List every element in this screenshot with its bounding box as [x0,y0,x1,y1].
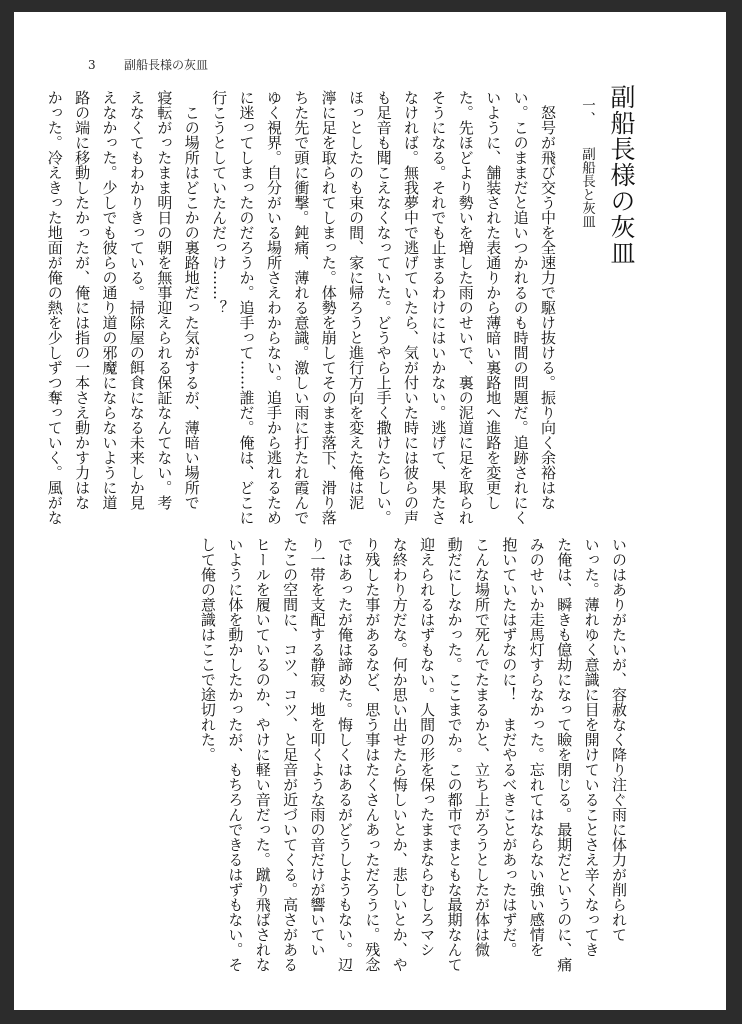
text-line: 寝転がったまま明日の朝を無事迎えられる保証なんてない。考 [155,90,174,510]
text-line: ほっとしたのも束の間、家に帰ろうと進行方向を変えた俺は泥 [347,90,366,510]
text-line: そうになる。それでも止まるわけにはいかない。逃げて、果たさ [429,90,448,525]
page-header [88,54,208,76]
text-line: 行こうとしていたんだっけ……？ [210,90,229,315]
story-title: 副船長様の灰皿 [607,84,636,266]
text-line: た俺は、瞬きも億劫になって瞼を閉じる。最期だというのに、痛 [555,537,574,972]
text-line: こんな場所で死んでたまるかと、立ち上がろうとしたが体は微 [472,537,491,957]
text-line: り一帯を支配する静寂。地を叩くような雨の音だけが響いてい [308,537,327,957]
running-title: 副船長様の灰皿 [124,58,209,72]
text-line: いった。薄れゆく意識に目を開けていることさえ辛くなってき [582,537,601,957]
text-line: いのはありがたいが、容赦なく降り注ぐ雨に体力が削られて [610,537,628,942]
text-line: 路の端に移動したかったが、俺には指の一本さえ動かす力はな [73,90,92,510]
text-line: た。先ほどより勢いを増した雨のせいで、裏の泥道に足を取られ [456,90,475,525]
text-line: えなかった。少しでも彼らの通り道の邪魔にならないように道 [100,90,119,510]
text-line: みのせいか走馬灯すらなかった。忘れてはならない強い感情を [527,537,546,957]
chapter-number: 一、 [579,98,595,125]
chapter-heading [578,98,596,228]
text-line: 動だにしなかった。ここまでか。この都市でまともな最期なんて [445,537,464,972]
text-line: な終わり方だな。何か思い出せたら悔しいとか、悲しいとか、や [390,537,409,972]
text-line: たこの空間に、コツ、コツ、と足音が近づいてくる。高さがある [281,537,300,972]
chapter-title: 副船長と灰皿 [579,147,595,228]
text-line: 迎えられるはずもない。人間の形を保ったままならむしろマシ [418,537,437,957]
text-line: に迷ってしまったのだろうか。追手って……誰だ。俺は、どこに [237,90,256,525]
text-line: い。このままだと追いつかれるのも時間の問題だ。追跡されにく [511,90,530,525]
body-text-lower [194,537,633,972]
text-line: いように、舗装された表通りから薄暗い裏路地へ進路を変更し [484,90,503,510]
text-line: かった。冷えきった地面が俺の熱を少しずつ奪っていく。風がな [45,90,64,525]
book-page [14,12,726,1010]
text-line: ゆく視界。自分がいる場所さえわからない。追手から逃れるため [264,90,283,525]
text-line: り残した事があるなど、思う事はたくさんあっただろうに。残念 [363,537,382,972]
text-line: 怒号が飛び交う中を全速力で駆け抜ける。振り向く余裕はな [539,90,557,510]
text-line: いように体を動かしたかったが、もちろんできるはずもない。そ [226,537,245,972]
text-line: ヒールを履いているのか、やけに軽い音だった。蹴り飛ばされな [253,537,272,972]
text-line: なければ。無我夢中で逃げていたら、気が付いた時には彼らの声 [401,90,420,525]
text-line: して俺の意識はここで途切れた。 [198,537,217,762]
text-line: も足音も聞こえなくなっていた。どうやら上手く撒けたらしい。 [374,90,393,525]
text-line: この場所はどこかの裏路地だった気がするが、薄暗い場所で [182,90,201,510]
text-line: ではあったが俺は諦めた。悔しくはあるがどうしようもない。辺 [335,537,354,972]
text-line: 濘に足を取られてしまった。体勢を崩してそのまま落下、滑り落 [319,90,338,525]
body-text-upper [40,90,561,525]
page-number: 3 [88,58,96,72]
text-line: 抱いていたはずなのに！ まだやるべきことがあったはずだ。 [500,537,519,957]
text-line: えなくてもわかりきっている。掃除屋の餌食になる未来しか見 [127,90,146,510]
text-line: ちた先で頭に衝撃。鈍痛、薄れる意識。激しい雨に打たれ霞んで [292,90,311,525]
